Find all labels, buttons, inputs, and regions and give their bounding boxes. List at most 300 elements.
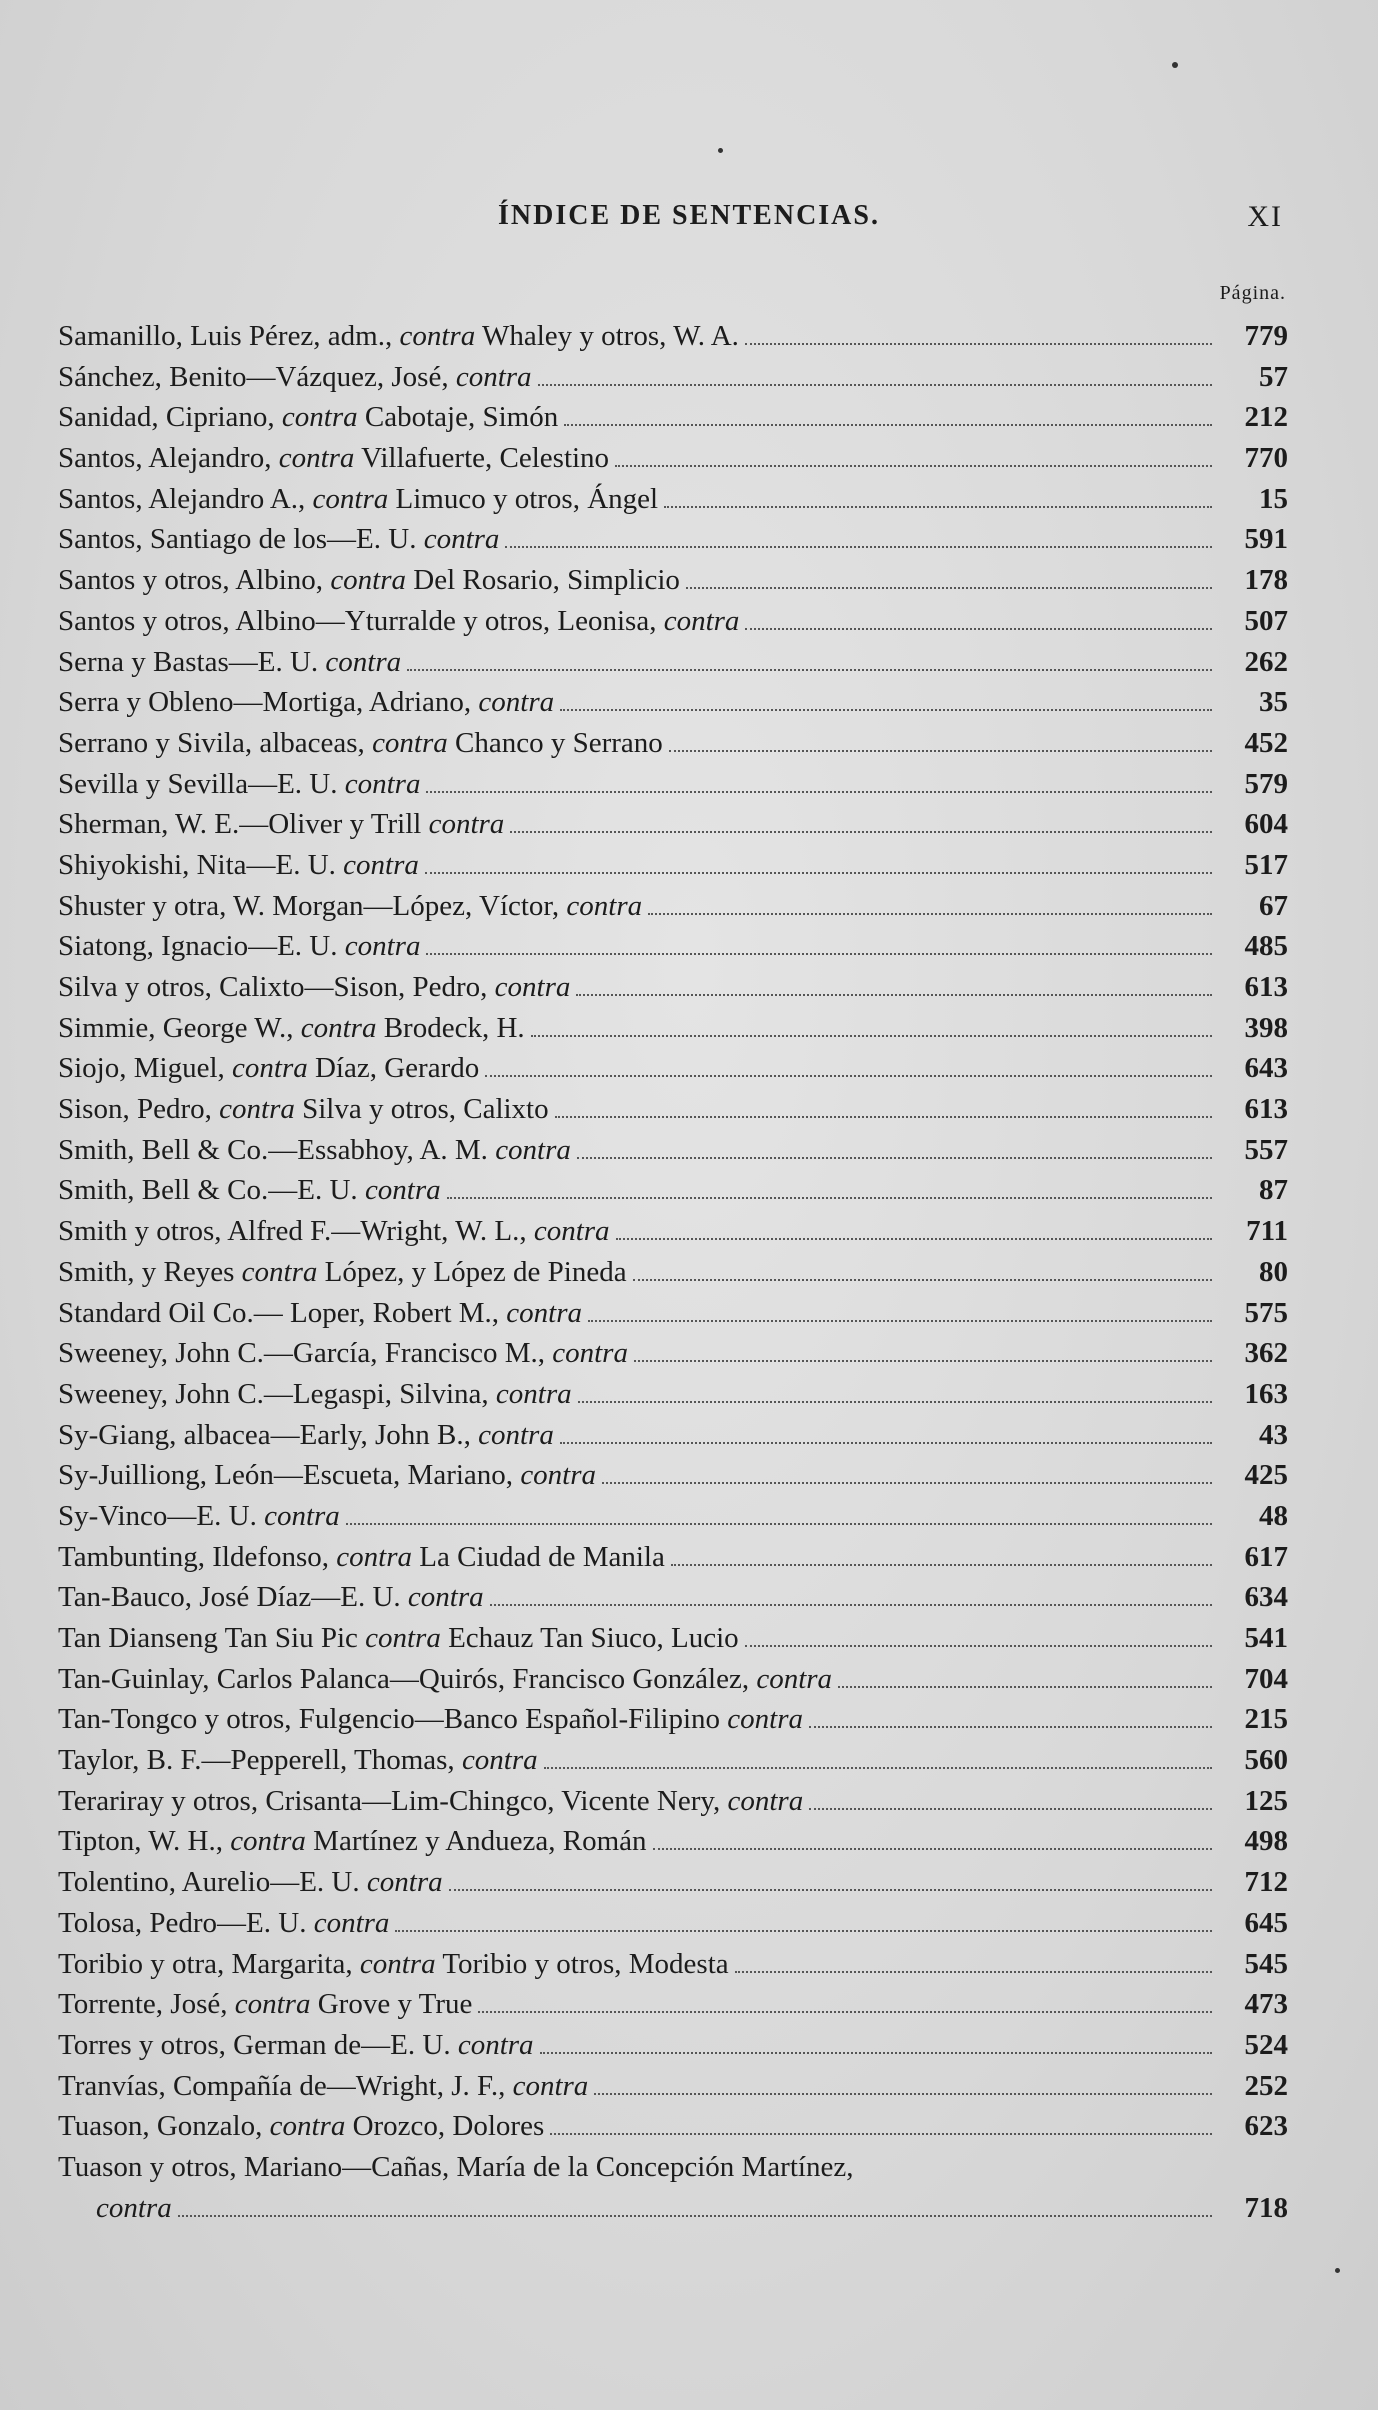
entry-contra: contra: [366, 1866, 443, 1899]
index-entry: [58, 2106, 1288, 2147]
entry-opponent: Echauz Tan Siuco, Lucio: [448, 1622, 739, 1654]
entry-contra: contra: [234, 1988, 311, 2021]
entry-title: [58, 1008, 525, 1049]
dot-leader: [616, 1237, 1212, 1240]
entry-page-number: 125: [1244, 1784, 1288, 1817]
entry-contra: contra: [533, 1215, 610, 1248]
dot-leader: [564, 423, 1212, 426]
index-entry: [58, 519, 1288, 560]
entry-party: Santos y otros, Albino—Yturralde y otros, Leonisa,: [58, 604, 657, 637]
dot-leader: [425, 871, 1212, 874]
entry-title: [58, 1740, 538, 1781]
index-entry: [58, 1415, 1288, 1456]
entry-party: Tan-Bauco, José Díaz—E. U.: [58, 1581, 401, 1614]
entry-contra: contra: [312, 482, 389, 515]
entry-party: Tan Dianseng Tan Siu Pic: [58, 1622, 358, 1654]
page-number: XI: [1247, 200, 1283, 233]
dot-leader: [809, 1725, 1212, 1728]
entry-title: [58, 1618, 739, 1659]
entry-party: Smith, y Reyes: [58, 1255, 235, 1288]
entry-contra: contra: [241, 1255, 318, 1288]
entry-contra: contra: [512, 2069, 589, 2102]
entry-party: Santos, Alejandro A.,: [58, 482, 306, 515]
entry-title: [58, 642, 401, 683]
entry-opponent: Grove y True: [317, 1988, 473, 2021]
scan-speck: [1172, 62, 1178, 68]
entry-party: Sánchez, Benito—Vázquez, José,: [58, 360, 449, 393]
entry-opponent: La Ciudad de Manila: [419, 1540, 665, 1573]
entry-contra: contra: [566, 889, 643, 922]
dot-leader: [669, 749, 1212, 752]
entry-page-number: 613: [1244, 971, 1288, 1003]
entry-contra: contra: [494, 971, 571, 1003]
entry-contra: contra: [219, 1093, 295, 1126]
entry-page-number: 617: [1244, 1540, 1288, 1573]
entry-title: [58, 438, 609, 479]
entry-page-number: 178: [1244, 564, 1288, 597]
index-entry: [58, 2066, 1288, 2107]
dot-leader: [615, 464, 1212, 467]
entry-party: Sevilla y Sevilla—E. U.: [58, 767, 338, 800]
entry-contra: contra: [344, 767, 421, 800]
entry-title: [58, 1577, 484, 1618]
entry-page-number: 362: [1244, 1337, 1288, 1370]
index-entry: [58, 1455, 1288, 1496]
entry-page-number: 524: [1244, 2028, 1288, 2061]
entry-opponent: Chanco y Serrano: [455, 726, 663, 759]
entry-page-number: 643: [1244, 1052, 1288, 1085]
dot-leader: [505, 545, 1212, 548]
entry-opponent: Toribio y otros, Modesta: [442, 1947, 729, 1980]
entry-title: [58, 1781, 803, 1822]
entry-contra: contra: [325, 645, 402, 678]
entry-title: [58, 1496, 340, 1537]
entry-page-number: 718: [1244, 2191, 1288, 2224]
entry-opponent: Whaley y otros, W. A.: [481, 320, 739, 352]
dot-leader: [395, 1929, 1212, 1932]
index-entry: [58, 886, 1288, 927]
entry-contra: contra: [372, 726, 448, 759]
dot-leader: [560, 1441, 1212, 1444]
dot-leader: [407, 668, 1212, 671]
entry-opponent: Díaz, Gerardo: [314, 1052, 480, 1085]
dot-leader: [544, 1766, 1212, 1769]
index-entry: [58, 1130, 1288, 1171]
entry-title: [58, 1537, 665, 1578]
dot-leader: [540, 2051, 1212, 2054]
entry-page-number: 575: [1244, 1296, 1288, 1329]
entry-title: [58, 1455, 596, 1496]
dot-leader: [594, 2092, 1212, 2095]
entry-party: Sy-Juilliong, León—Escueta, Mariano,: [58, 1459, 514, 1492]
entry-party: Siatong, Ignacio—E. U.: [58, 930, 338, 963]
index-entry: [58, 926, 1288, 967]
entry-title: [58, 1944, 729, 1985]
index-entry: [58, 1781, 1288, 1822]
index-entry: [58, 1862, 1288, 1903]
dot-leader: [510, 830, 1212, 833]
entry-contra: contra: [399, 320, 476, 352]
dot-leader: [735, 1970, 1212, 1973]
entry-opponent: Martínez y Andueza, Román: [313, 1825, 647, 1858]
entry-contra: contra: [727, 1784, 804, 1817]
entry-party: Sy-Giang, albacea—Early, John B.,: [58, 1418, 471, 1451]
entry-page-number: 591: [1244, 523, 1288, 556]
index-entry: [58, 723, 1288, 764]
entry-contra: contra: [428, 808, 505, 841]
dot-leader: [426, 790, 1212, 793]
dot-leader: [550, 2132, 1212, 2135]
dot-leader: [745, 342, 1212, 345]
entry-contra: contra: [461, 1744, 538, 1777]
entry-page-number: 80: [1259, 1255, 1288, 1288]
dot-leader: [577, 1156, 1212, 1159]
dot-leader: [447, 1196, 1212, 1199]
dot-leader: [664, 505, 1212, 508]
entry-title: [58, 1659, 832, 1700]
entry-title: [58, 1170, 441, 1211]
index-entry: [58, 1740, 1288, 1781]
entry-page-number: 579: [1244, 767, 1288, 800]
entry-party: Sherman, W. E.—Oliver y Trill: [58, 808, 422, 841]
entry-contra: contra: [756, 1662, 833, 1695]
index-list: [58, 316, 1288, 2228]
entry-contra: contra: [478, 1418, 554, 1451]
index-entry: [58, 601, 1288, 642]
index-entry-continuation: [58, 2188, 1288, 2229]
dot-leader: [560, 708, 1212, 711]
entry-party: Smith, Bell & Co.—Essabhoy, A. M.: [58, 1133, 488, 1166]
entry-party: Tranvías, Compañía de—Wright, J. F.,: [58, 2069, 506, 2102]
entry-opponent: Del Rosario, Simplicio: [413, 564, 680, 597]
entry-page-number: 262: [1244, 645, 1288, 678]
entry-title: [58, 682, 554, 723]
entry-title: [58, 1252, 627, 1293]
entry-contra: contra: [96, 2191, 172, 2224]
dot-leader: [490, 1603, 1212, 1606]
dot-leader: [426, 952, 1212, 955]
scan-speck: [1335, 2268, 1340, 2273]
index-entry: [58, 1333, 1288, 1374]
index-entry: [58, 1374, 1288, 1415]
entry-party: Sy-Vinco—E. U.: [58, 1499, 257, 1532]
index-entry: [58, 1537, 1288, 1578]
index-entry: [58, 1903, 1288, 1944]
index-entry: [58, 1252, 1288, 1293]
entry-contra: contra: [552, 1337, 628, 1370]
entry-page-number: 507: [1244, 604, 1288, 637]
entry-title: [58, 845, 419, 886]
entry-page-number: 645: [1244, 1906, 1288, 1939]
dot-leader: [588, 1319, 1212, 1322]
entry-title: [58, 1130, 571, 1171]
index-entry: [58, 357, 1288, 398]
entry-title: [58, 764, 420, 805]
entry-page-number: 43: [1259, 1418, 1288, 1451]
entry-opponent: Villafuerte, Celestino: [361, 442, 610, 475]
index-entry: [58, 1008, 1288, 1049]
entry-opponent: Limuco y otros, Ángel: [395, 482, 659, 515]
entry-contra: contra: [407, 1581, 484, 1614]
entry-contra: contra: [313, 1906, 390, 1939]
entry-page-number: 604: [1244, 808, 1288, 841]
entry-contra: contra: [423, 523, 500, 556]
entry-contra: contra: [663, 604, 740, 637]
entry-page-number: 704: [1244, 1662, 1288, 1695]
index-entry: [58, 1293, 1288, 1334]
dot-leader: [745, 1644, 1212, 1647]
dot-leader: [686, 586, 1212, 589]
entry-title: [58, 519, 499, 560]
entry-contra: contra: [727, 1703, 804, 1736]
entry-page-number: 163: [1244, 1377, 1288, 1410]
entry-title: [58, 1821, 647, 1862]
page-header: [0, 200, 1378, 250]
entry-title: [58, 1048, 479, 1089]
dot-leader: [485, 1074, 1212, 1077]
index-entry: [58, 1821, 1288, 1862]
entry-title: [58, 1415, 554, 1456]
entry-title: [58, 2106, 544, 2147]
entry-party: Santos, Alejandro,: [58, 442, 272, 475]
entry-party: Tan-Guinlay, Carlos Palanca—Quirós, Francisco González,: [58, 1662, 750, 1695]
index-entry: [58, 479, 1288, 520]
entry-title: [58, 886, 642, 927]
entry-contra: contra: [506, 1296, 583, 1329]
entry-title: [58, 1211, 610, 1252]
entry-party: Sweeney, John C.—Legaspi, Silvina,: [58, 1377, 489, 1410]
index-entry: [58, 397, 1288, 438]
entry-contra: contra: [344, 930, 421, 963]
entry-title: [58, 2066, 588, 2107]
entry-title: [58, 2025, 534, 2066]
entry-title: [58, 723, 663, 764]
entry-party: Terariray y otros, Crisanta—Lim-Chingco, Vicente Nery,: [58, 1784, 721, 1817]
entry-page-number: 67: [1259, 889, 1288, 922]
index-entry: [58, 1577, 1288, 1618]
entry-contra: contra: [278, 442, 355, 475]
entry-title: [58, 1293, 582, 1334]
entry-party: Tuason, Gonzalo,: [58, 2110, 263, 2143]
entry-title: [58, 1089, 549, 1130]
index-entry: [58, 1048, 1288, 1089]
dot-leader: [178, 2214, 1212, 2217]
entry-party: Standard Oil Co.— Loper, Robert M.,: [58, 1296, 500, 1329]
entry-party: Toribio y otra, Margarita,: [58, 1947, 353, 1980]
dot-leader: [449, 1888, 1212, 1891]
dot-leader: [648, 912, 1212, 915]
dot-leader: [634, 1359, 1212, 1362]
entry-party: Tolentino, Aurelio—E. U.: [58, 1866, 360, 1899]
entry-contra: contra: [230, 1825, 306, 1858]
dot-leader: [602, 1481, 1212, 1484]
index-entry: [58, 1496, 1288, 1537]
entry-page-number: 634: [1244, 1581, 1288, 1614]
index-entry: [58, 1659, 1288, 1700]
dot-leader: [576, 993, 1212, 996]
index-entry: [58, 1211, 1288, 1252]
entry-page-number: 770: [1244, 442, 1288, 475]
entry-contra: contra: [364, 1174, 441, 1207]
entry-page-number: 57: [1259, 360, 1288, 393]
entry-page-number: 87: [1259, 1174, 1288, 1207]
entry-party: Siojo, Miguel,: [58, 1052, 225, 1085]
entry-page-number: 779: [1244, 320, 1288, 352]
entry-party: Tipton, W. H.,: [58, 1825, 223, 1858]
entry-party: Tolosa, Pedro—E. U.: [58, 1906, 307, 1939]
entry-party: Serra y Obleno—Mortiga, Adriano,: [58, 686, 472, 719]
entry-contra: contra: [343, 848, 419, 881]
entry-page-number: 473: [1244, 1988, 1288, 2021]
dot-leader: [745, 627, 1212, 630]
entry-page-number: 712: [1244, 1866, 1288, 1899]
entry-page-number: 485: [1244, 930, 1288, 963]
index-entry: [58, 1699, 1288, 1740]
entry-party: Tambunting, Ildefonso,: [58, 1540, 330, 1573]
entry-title: [58, 1862, 443, 1903]
index-entry: [58, 804, 1288, 845]
entry-contra: contra: [300, 1011, 377, 1044]
entry-contra: contra: [336, 1540, 412, 1573]
index-entry: [58, 764, 1288, 805]
entry-opponent: López, y López de Pineda: [324, 1255, 627, 1288]
index-entry: [58, 1170, 1288, 1211]
entry-contra: contra: [359, 1947, 436, 1980]
entry-contra: contra: [269, 2110, 346, 2143]
running-title: ÍNDICE DE SENTENCIAS.: [498, 200, 880, 231]
entry-contra: contra: [478, 686, 555, 719]
entry-page-number: 15: [1259, 482, 1288, 515]
entry-contra: contra: [264, 1499, 340, 1532]
entry-page-number: 215: [1244, 1703, 1288, 1736]
entry-party: Smith, Bell & Co.—E. U.: [58, 1174, 358, 1207]
entry-page-number: 711: [1246, 1215, 1288, 1248]
entry-contra: contra: [455, 360, 532, 393]
dot-leader: [671, 1563, 1212, 1566]
dot-leader: [809, 1807, 1212, 1810]
entry-title: [58, 1333, 628, 1374]
dot-leader: [633, 1278, 1212, 1281]
entry-contra: contra: [457, 2028, 534, 2061]
dot-leader: [838, 1685, 1212, 1688]
entry-page-number: 545: [1244, 1947, 1288, 1980]
entry-party: Santos, Santiago de los—E. U.: [58, 523, 417, 556]
entry-party: Sweeney, John C.—García, Francisco M.,: [58, 1337, 545, 1370]
index-entry: [58, 967, 1288, 1008]
dot-leader: [578, 1400, 1212, 1403]
entry-party: Sison, Pedro,: [58, 1093, 212, 1126]
index-entry: [58, 316, 1288, 357]
scan-speck: [718, 148, 723, 153]
entry-page-number: 541: [1244, 1622, 1288, 1654]
entry-party: Torres y otros, German de—E. U.: [58, 2028, 451, 2061]
entry-page-number: 212: [1244, 401, 1288, 434]
entry-contra: contra: [281, 401, 358, 434]
page-column-heading: Página.: [1219, 282, 1286, 304]
entry-title: [58, 926, 420, 967]
entry-party: Shuster y otra, W. Morgan—López, Víctor,: [58, 889, 560, 922]
index-entry: [58, 2025, 1288, 2066]
index-entry: [58, 1984, 1288, 2025]
entry-title: [58, 967, 570, 1008]
entry-title: [58, 560, 680, 601]
entry-page-number: 623: [1244, 2110, 1288, 2143]
entry-title: [58, 397, 558, 438]
entry-title: [58, 357, 532, 398]
index-entry: [58, 2147, 1288, 2188]
entry-contra: contra: [232, 1052, 308, 1085]
entry-page-number: 398: [1244, 1011, 1288, 1044]
entry-party: Torrente, José,: [58, 1988, 228, 2021]
index-entry: [58, 682, 1288, 723]
index-entry: [58, 1089, 1288, 1130]
entry-party: Samanillo, Luis Pérez, adm.,: [58, 320, 393, 352]
entry-party: Taylor, B. F.—Pepperell, Thomas,: [58, 1744, 455, 1777]
entry-party: Santos y otros, Albino,: [58, 564, 324, 597]
dot-leader: [478, 2010, 1212, 2013]
entry-title: Tuason y otros, Mariano—Cañas, María de la Concepción Martínez,: [58, 2150, 854, 2183]
entry-page-number: 560: [1244, 1744, 1288, 1777]
index-entry: [58, 1618, 1288, 1659]
entry-page-number: 425: [1244, 1459, 1288, 1492]
entry-party: Simmie, George W.,: [58, 1011, 294, 1044]
entry-page-number: 613: [1244, 1093, 1288, 1126]
entry-title: [58, 1699, 803, 1740]
entry-title: [58, 1374, 572, 1415]
entry-contra: contra: [495, 1377, 572, 1410]
entry-title: [58, 1903, 389, 1944]
entry-party: Smith y otros, Alfred F.—Wright, W. L.,: [58, 1215, 527, 1248]
dot-leader: [531, 1034, 1212, 1037]
entry-opponent: Orozco, Dolores: [352, 2110, 545, 2143]
index-entry: [58, 438, 1288, 479]
entry-page-number: 48: [1259, 1499, 1288, 1532]
dot-leader: [538, 383, 1212, 386]
entry-title: [58, 804, 504, 845]
entry-page-number: 498: [1244, 1825, 1288, 1858]
entry-party: Tan-Tongco y otros, Fulgencio—Banco Español-Filipino: [58, 1703, 721, 1736]
entry-page-number: 517: [1244, 848, 1288, 881]
entry-title: [58, 316, 739, 357]
index-entry: [58, 560, 1288, 601]
dot-leader: [555, 1115, 1212, 1118]
entry-opponent: Silva y otros, Calixto: [302, 1093, 549, 1126]
dot-leader: [653, 1847, 1212, 1850]
entry-page-number: 557: [1244, 1133, 1288, 1166]
index-entry: [58, 1944, 1288, 1985]
entry-contra: contra: [365, 1622, 441, 1654]
entry-title: [58, 479, 658, 520]
entry-party: Serrano y Sivila, albaceas,: [58, 726, 365, 759]
entry-opponent: Cabotaje, Simón: [364, 401, 559, 434]
entry-party: Silva y otros, Calixto—Sison, Pedro,: [58, 971, 488, 1003]
entry-party: Serna y Bastas—E. U.: [58, 645, 319, 678]
entry-page-number: 35: [1259, 686, 1288, 719]
entry-contra: contra: [495, 1133, 571, 1166]
entry-page-number: 452: [1244, 726, 1288, 759]
index-entry: [58, 845, 1288, 886]
entry-party: Shiyokishi, Nita—E. U.: [58, 848, 336, 881]
entry-opponent: Brodeck, H.: [383, 1011, 525, 1044]
index-entry: [58, 642, 1288, 683]
entry-contra: contra: [520, 1459, 597, 1492]
entry-title: [58, 601, 739, 642]
entry-page-number: 252: [1244, 2069, 1288, 2102]
entry-title: [58, 1984, 472, 2025]
dot-leader: [346, 1522, 1212, 1525]
entry-party: Sanidad, Cipriano,: [58, 401, 275, 434]
entry-contra: contra: [330, 564, 407, 597]
